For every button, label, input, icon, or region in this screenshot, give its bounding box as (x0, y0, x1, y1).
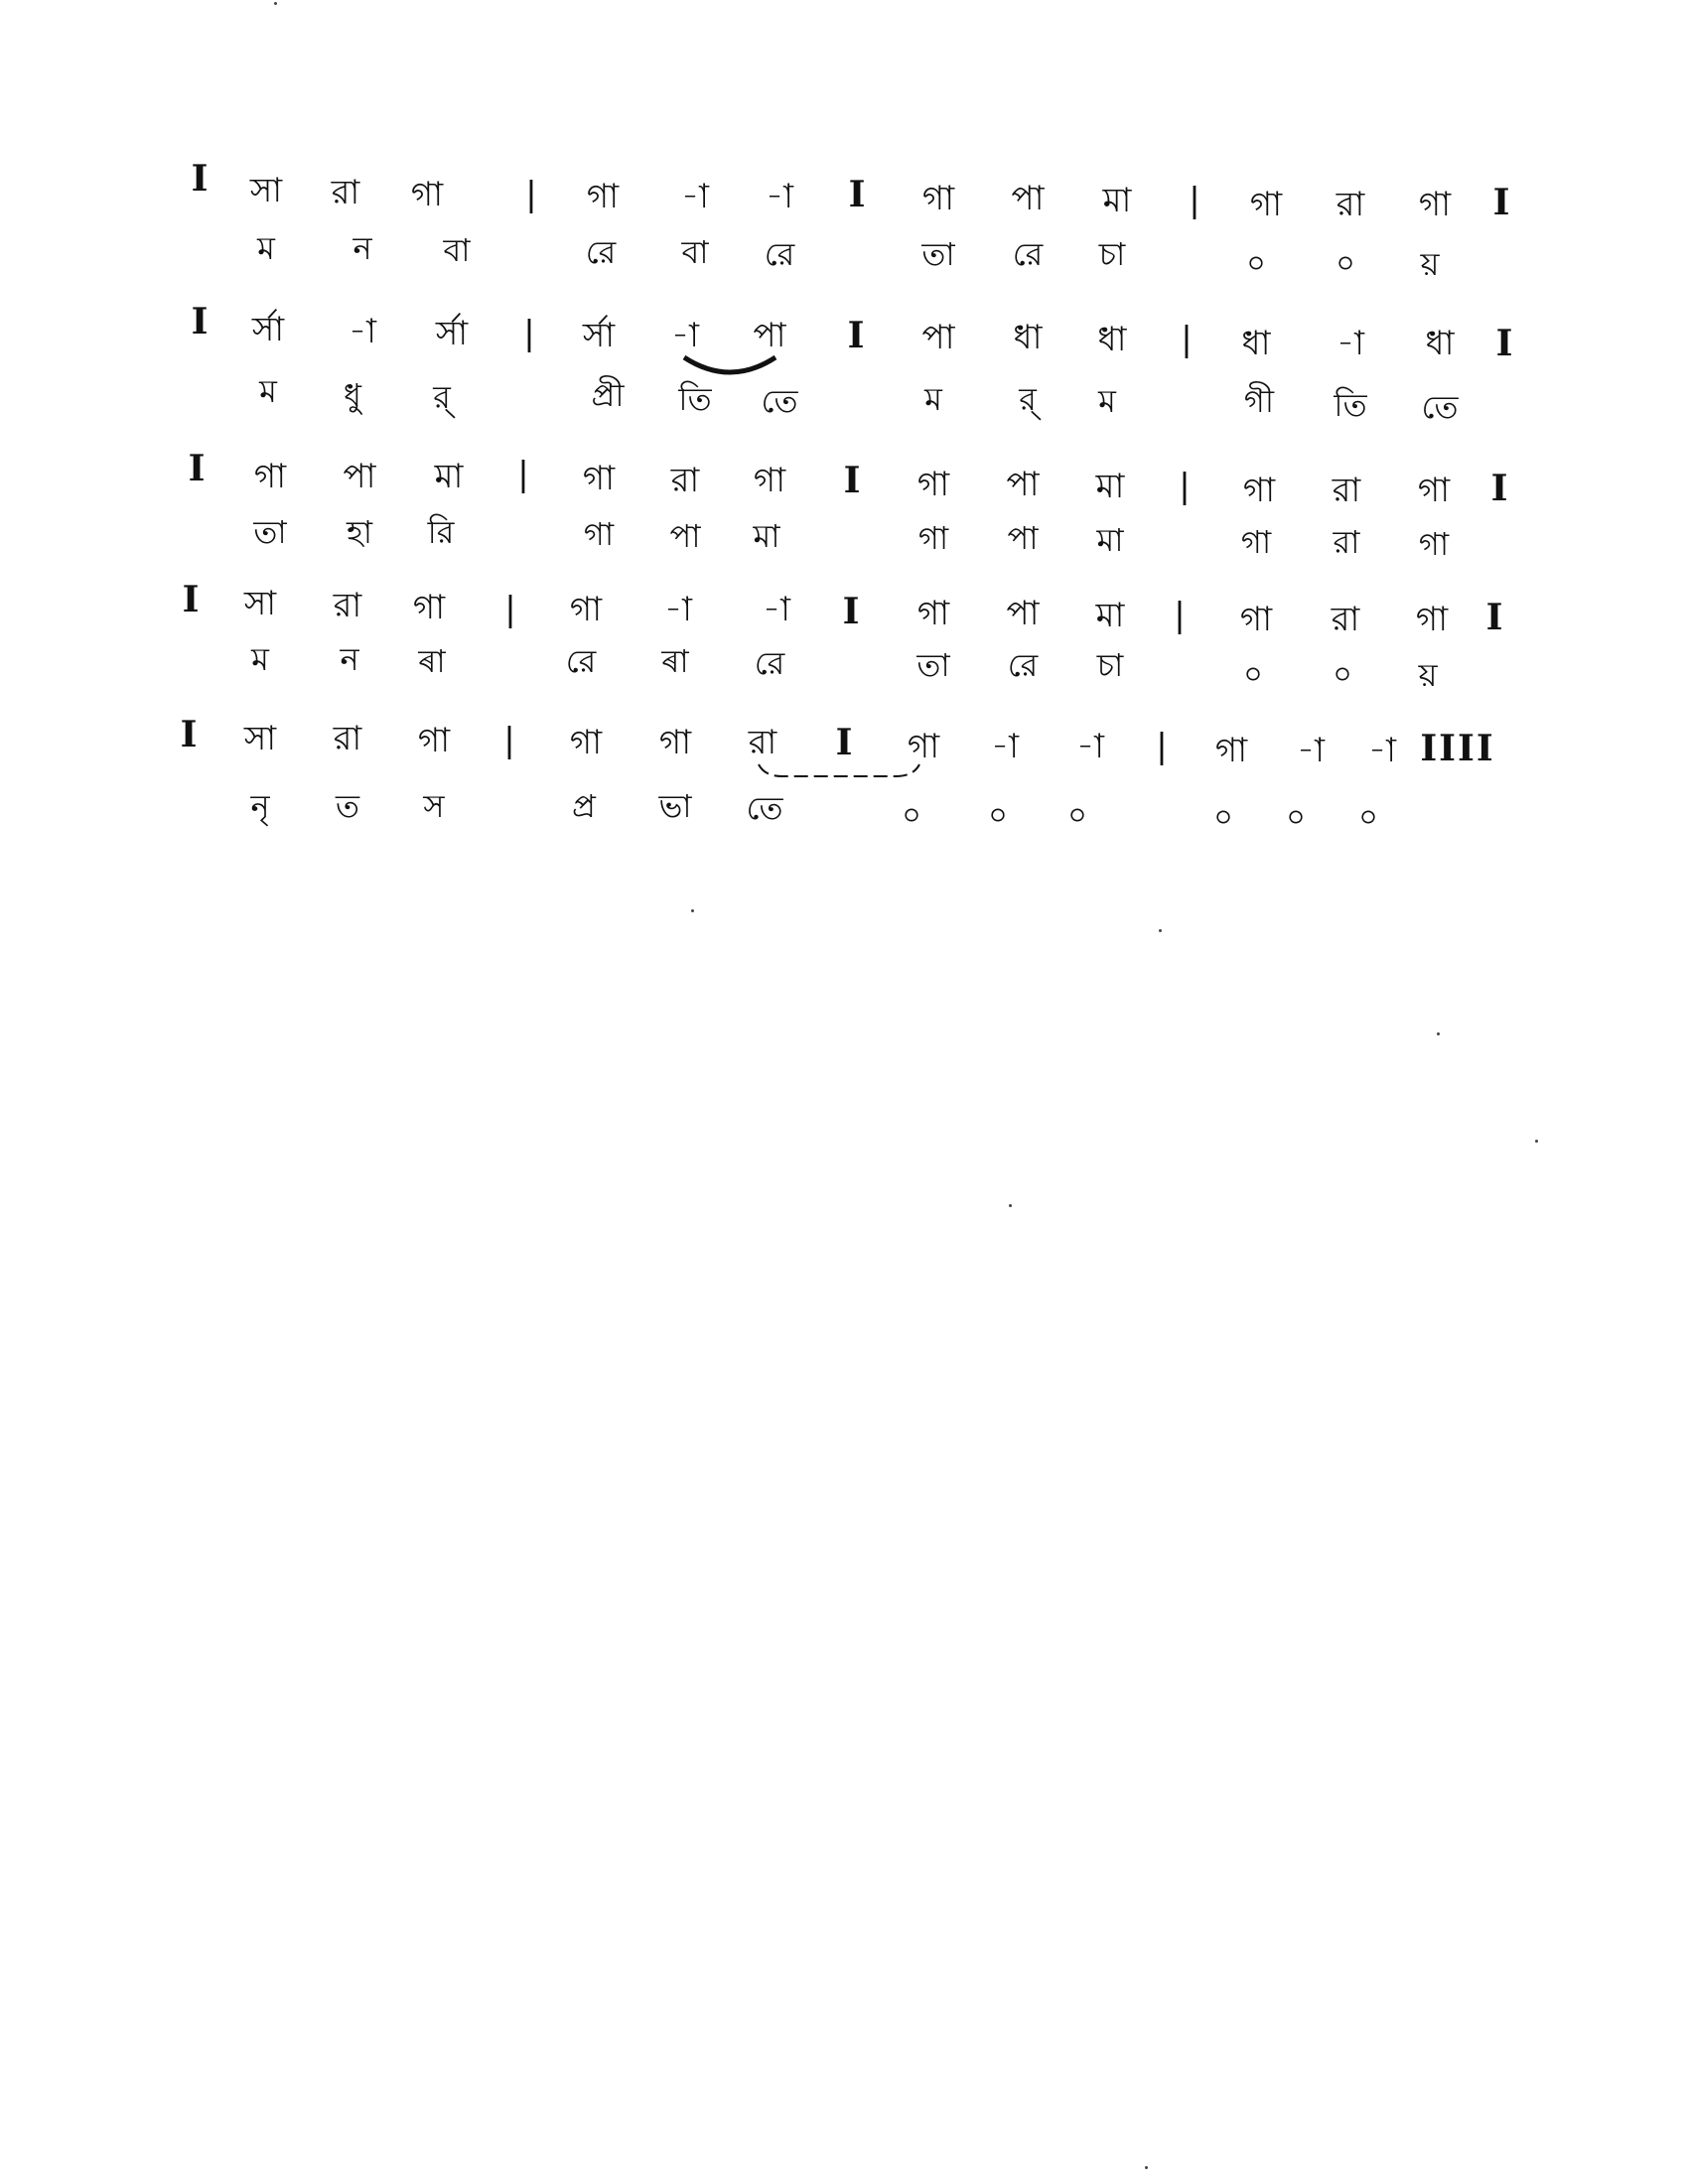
lyric-syllable: ০ (1336, 246, 1355, 281)
swara-note: গা (1214, 731, 1248, 770)
final-bar-mark: IIII (1420, 728, 1495, 769)
scan-speck (1009, 1204, 1012, 1207)
lyric-syllable: চা (1098, 235, 1126, 273)
lyric-syllable: তে (761, 382, 798, 420)
swara-note: রা (1332, 471, 1361, 510)
swara-note: সা (249, 171, 283, 210)
swara-note: গা (916, 465, 950, 504)
swara-note: র্সা (251, 310, 285, 349)
lyric-syllable: প্র (572, 787, 596, 825)
lyric-syllable: প্রী (591, 376, 625, 414)
lyric-syllable: ভা (658, 787, 692, 825)
swara-note: রা (1331, 600, 1360, 639)
swara-note: -া (1297, 731, 1325, 770)
swara-note: রা (331, 173, 360, 212)
swara-note: রা (333, 719, 362, 758)
bar-mark: I (847, 315, 865, 356)
bar-mark: I (835, 722, 853, 763)
bar-mark: I (188, 448, 206, 489)
scan-speck (1159, 929, 1162, 932)
swara-note: গা (569, 590, 603, 629)
lyric-syllable: রে (1012, 235, 1044, 273)
notation-line-4 (0, 574, 1688, 693)
lyric-syllable: বা (443, 231, 471, 269)
swara-note: গা (569, 723, 603, 762)
swara-note: পা (1006, 465, 1040, 504)
swara-note: -া (671, 316, 699, 355)
lyric-syllable: ৰা (661, 642, 689, 680)
swara-note: মা (1102, 181, 1132, 220)
lyric-syllable: হা (346, 513, 373, 551)
beat-separator: | (517, 455, 529, 494)
lyric-syllable: তে (746, 789, 783, 827)
lyric-syllable: র্ (433, 378, 451, 416)
swara-note: -া (681, 177, 709, 216)
swara-note: গা (916, 594, 950, 633)
scan-speck (691, 909, 694, 912)
lyric-syllable: ম (259, 372, 277, 410)
bar-mark: I (191, 301, 209, 342)
bar-mark: I (182, 579, 200, 620)
lyric-syllable: ০ (1243, 657, 1263, 692)
swara-note: ধা (1425, 324, 1455, 363)
lyric-syllable: নৃ (250, 787, 270, 825)
lyric-syllable: গা (1240, 523, 1272, 561)
swara-note: গা (921, 179, 955, 218)
swara-note: রা (1336, 185, 1365, 224)
lyric-syllable: ০ (1246, 246, 1266, 281)
notation-line-5 (0, 709, 1688, 835)
beat-separator: | (523, 314, 535, 353)
lyric-syllable: ০ (1067, 798, 1087, 833)
slur-mark (755, 760, 923, 782)
lyric-syllable: স (423, 787, 445, 825)
notation-line-1 (0, 149, 1688, 283)
beat-separator: | (1156, 727, 1168, 766)
lyric-syllable: বা (681, 233, 709, 271)
lyric-syllable: গী (1243, 382, 1275, 420)
bar-mark: I (1492, 182, 1510, 223)
beat-separator: | (1189, 181, 1200, 220)
beat-separator: | (504, 590, 516, 629)
lyric-syllable: ম (251, 640, 269, 678)
lyric-syllable: রে (754, 644, 785, 682)
bar-mark: I (180, 714, 198, 755)
swara-note: -া (991, 727, 1019, 766)
lyric-syllable: ৰা (418, 642, 446, 680)
lyric-syllable: তে (1421, 388, 1459, 426)
lyric-syllable: ন (340, 640, 359, 678)
swara-note: সা (243, 584, 277, 623)
lyric-syllable: ০ (1333, 657, 1352, 692)
lyric-syllable: পা (669, 517, 701, 555)
lyric-syllable: তা (916, 646, 950, 684)
scan-speck (1145, 2166, 1148, 2169)
lyric-syllable: গা (583, 515, 615, 553)
lyric-syllable: রা (1333, 523, 1360, 561)
bar-mark: I (1490, 468, 1508, 509)
beat-separator: | (525, 175, 537, 214)
lyric-syllable: ০ (1286, 800, 1306, 835)
swara-note: গা (907, 727, 940, 766)
swara-note: গা (1417, 471, 1451, 510)
scan-speck (1535, 1140, 1538, 1143)
notation-line-2 (0, 294, 1688, 426)
swara-note: গা (582, 459, 616, 498)
swara-note: পা (343, 457, 376, 496)
swara-note: র্সা (435, 314, 469, 353)
swara-note: গা (417, 721, 451, 760)
lyric-syllable: রি (427, 513, 455, 551)
swara-note: -া (763, 590, 790, 629)
swara-note: গা (412, 588, 446, 627)
scan-speck (1437, 1032, 1440, 1035)
bar-mark: I (1485, 597, 1503, 638)
swara-note: পা (753, 316, 786, 355)
lyric-syllable: ম (257, 229, 275, 267)
lyric-syllable: রে (565, 642, 597, 680)
swara-note: -া (1336, 324, 1364, 363)
lyric-syllable: গা (917, 519, 949, 557)
lyric-syllable: র্ (1019, 380, 1037, 418)
swara-note: -া (1368, 731, 1396, 770)
lyric-syllable: ০ (988, 798, 1008, 833)
beat-separator: | (503, 721, 515, 760)
swara-note: ধা (1097, 320, 1127, 359)
bar-mark: I (1495, 323, 1513, 364)
swara-note: গা (1239, 600, 1273, 639)
lyric-syllable: গা (1418, 525, 1450, 563)
swara-note: গা (586, 177, 620, 216)
swara-note: মা (434, 457, 464, 496)
swara-note: পা (921, 318, 955, 357)
swara-note: পা (1011, 179, 1045, 218)
lyric-syllable: তি (1334, 386, 1367, 424)
swara-note: গা (658, 723, 692, 762)
bar-mark: I (842, 591, 860, 632)
beat-separator: | (1179, 467, 1191, 506)
lyric-syllable: রে (764, 235, 795, 273)
swara-note: ধা (1013, 318, 1043, 357)
lyric-syllable: তি (678, 380, 712, 418)
lyric-syllable: তা (253, 513, 287, 551)
beat-separator: | (1181, 320, 1193, 359)
swara-note: গা (253, 457, 287, 496)
scan-speck (274, 2, 277, 5)
lyric-syllable: ম (924, 380, 942, 418)
swara-note: -া (349, 312, 376, 351)
lyric-syllable: রে (1007, 646, 1039, 684)
swara-note: রা (670, 461, 700, 500)
swara-note: গা (1242, 471, 1276, 510)
lyric-syllable: ম (1098, 382, 1116, 420)
swara-note: র্সা (582, 316, 616, 355)
swara-note: -া (664, 590, 692, 629)
lyric-syllable: পা (1007, 519, 1039, 557)
swara-note: পা (1006, 594, 1040, 633)
swara-note: সা (243, 719, 277, 758)
swara-note: -া (1076, 727, 1104, 766)
lyric-syllable: ০ (902, 798, 921, 833)
lyric-syllable: ন (352, 229, 372, 267)
lyric-syllable: রে (585, 233, 617, 271)
bar-mark: I (848, 174, 866, 215)
lyric-syllable: য় (1420, 245, 1440, 283)
lyric-syllable: ধু (344, 376, 361, 414)
swara-note: ধা (1241, 324, 1271, 363)
swara-note: রা (333, 586, 362, 625)
lyric-syllable: তা (921, 235, 955, 273)
swara-note: গা (1249, 185, 1283, 224)
swara-note: রা (748, 723, 777, 762)
lyric-syllable: মা (753, 517, 780, 555)
swara-note: গা (410, 175, 444, 214)
notation-line-3 (0, 441, 1688, 563)
beat-separator: | (1174, 596, 1186, 635)
swara-note: গা (753, 461, 786, 500)
lyric-syllable: য় (1418, 656, 1438, 694)
lyric-syllable: চা (1096, 646, 1124, 684)
swara-note: গা (1418, 185, 1452, 224)
lyric-syllable: ০ (1358, 800, 1378, 835)
swara-note: মা (1095, 596, 1125, 635)
swara-note: মা (1095, 467, 1125, 506)
lyric-syllable: মা (1096, 521, 1124, 559)
swara-note: -া (766, 177, 793, 216)
bar-mark: I (191, 158, 209, 200)
bar-mark: I (843, 460, 861, 501)
lyric-syllable: ০ (1213, 800, 1233, 835)
swara-note: গা (1415, 600, 1449, 639)
lyric-syllable: ত (335, 787, 360, 825)
